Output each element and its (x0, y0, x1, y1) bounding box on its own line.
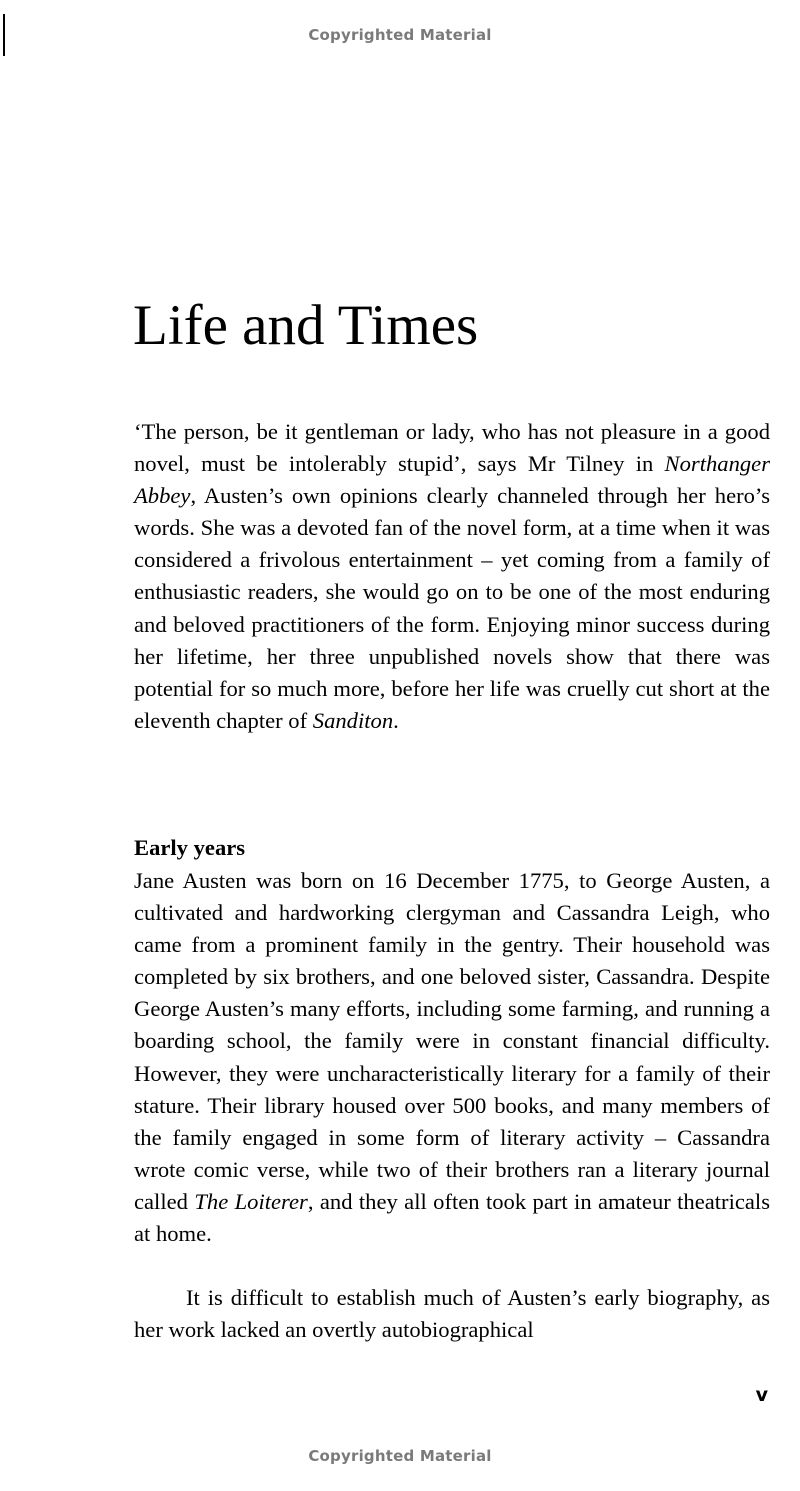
intro-text-2: , Austen’s own opinions clearly channeled through her hero’s words. She was a devoted fan of the novel form, at a time when it was considered a frivolous entertainment – yet coming from a family of enthusiastic readers, she would go on to be one of the most enduring and beloved practitioners of the form. Enjoying minor success during her lifetime, her three unpublished novels show that there was potential for so much more, before her life was cruelly cut short at the eleventh chapter of (134, 483, 770, 733)
early-p1-title-loiterer: The Loiterer (194, 1188, 308, 1214)
early-years-paragraph-1 (134, 865, 770, 1250)
early-p1-text-2: , and they all often took part in amateur theatricals at home. (134, 1188, 770, 1247)
watermark-bottom: Copyrighted Material (308, 1447, 492, 1465)
early-p1-text-1: Jane Austen was born on 16 December 1775, to George Austen, a cultivated and hardworking clergyman and Cassandra Leigh, who came from a prominent family in the gentry. Their household was completed by six brothers, and one beloved sister, Cassandra. Despite George Austen’s many efforts, including some farming, and running a boarding school, the family were in constant financial difficulty. However, they were uncharacteristically literary for a family of their stature. Their library housed over 500 books, and many members of the family engaged in some form of literary activity – Cassandra wrote comic verse, while two of their brothers ran a literary journal called (134, 868, 770, 1214)
intro-text-end: . (393, 707, 399, 733)
page-number: v (755, 1384, 768, 1406)
watermark-top: Copyrighted Material (308, 26, 492, 44)
intro-title-northanger: Northanger Abbey (134, 451, 770, 509)
early-years-paragraph-2: It is difficult to establish much of Austen’s early biography, as her work lacked an overtly autobiographical (134, 1285, 770, 1343)
section-heading-early-years: Early years (134, 835, 246, 860)
intro-title-sanditon: Sanditon (312, 707, 394, 733)
intro-text-1: ‘The person, be it gentleman or lady, who has not pleasure in a good novel, must be intolerably stupid’, says Mr Tilney in (134, 419, 770, 477)
chapter-title: Life and Times (133, 294, 479, 357)
intro-paragraph (134, 416, 770, 737)
